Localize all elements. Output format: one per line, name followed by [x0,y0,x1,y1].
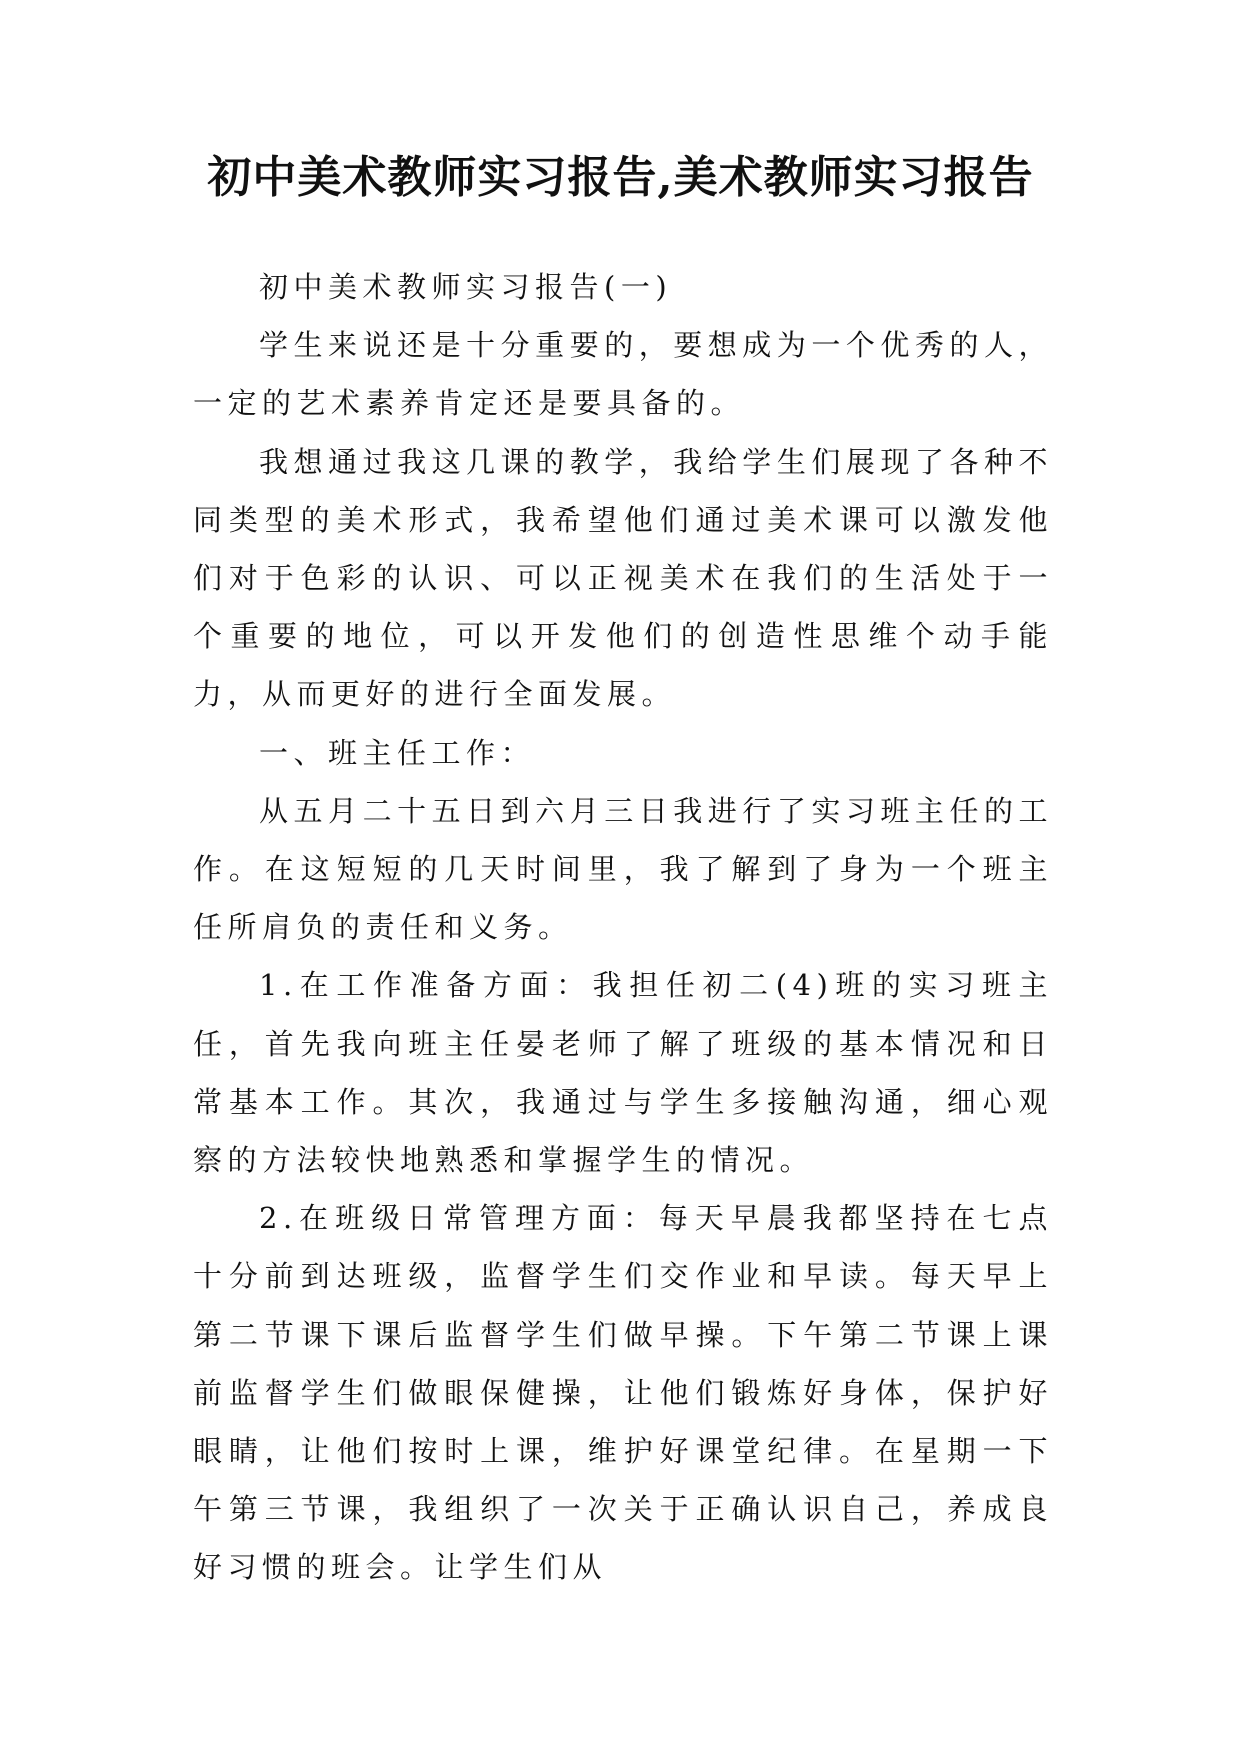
paragraph: 我想通过我这几课的教学，我给学生们展现了各种不同类型的美术形式，我希望他们通过美术课可以激发他们对于色彩的认识、可以正视美术在我们的生活处于一个重要的地位，可以开发他们的创造性思维个动手能力，从而更好的进行全面发展。 [193,444,1053,712]
document-body [193,258,1053,1597]
section-heading: 初中美术教师实习报告(一) [259,270,673,304]
paragraph: 学生来说还是十分重要的，要想成为一个优秀的人，一定的艺术素养肯定还是要具备的。 [193,328,1053,421]
section-heading: 一、班主任工作： [259,735,536,770]
paragraph: 2.在班级日常管理方面：每天早晨我都坚持在七点十分前到达班级，监督学生们交作业和早读。每天早上第二节课下课后监督学生们做早操。下午第二节课上课前监督学生们做眼保健操，让他们锻炼好身体，保护好眼睛，让他们按时上课，维护好课堂纪律。在星期一下午第三节课，我组织了一次关于正确认识自己，养成良好习惯的班会。让学生们从 [193,1201,1053,1585]
document-title: 初中美术教师实习报告,美术教师实习报告 [207,152,1034,203]
paragraph: 从五月二十五日到六月三日我进行了实习班主任的工作。在这短短的几天时间里，我了解到了身为一个班主任所肩负的责任和义务。 [193,793,1053,945]
paragraph: 1.在工作准备方面：我担任初二(4)班的实习班主任，首先我向班主任晏老师了解了班级的基本情况和日常基本工作。其次，我通过与学生多接触沟通，细心观察的方法较快地熟悉和掌握学生的情况。 [193,968,1053,1178]
